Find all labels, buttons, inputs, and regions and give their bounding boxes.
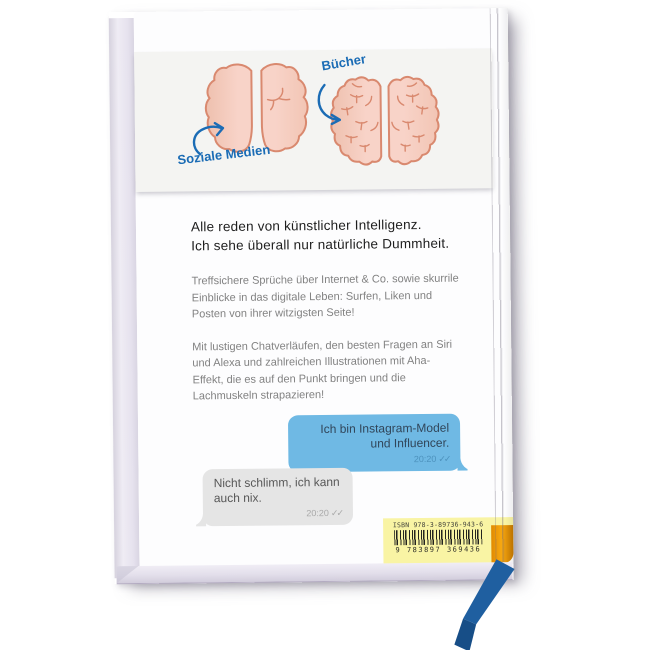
chat-bubble-received-meta [214,506,342,522]
chat-bubble-sent [288,414,461,472]
barcode-number: 9 783897 369436 [395,545,482,555]
chat-bubble-sent-text: Ich bin Instagram-Model und Influencer. [320,420,450,451]
ribbon-bookmark [442,550,523,650]
wrinkled-brain-icon [331,77,439,165]
barcode-icon [394,529,482,545]
blurb [191,271,461,421]
read-receipt-icon: ✓✓ [438,453,450,464]
chat-bubble-received [203,468,354,526]
chat-bubble-sent-meta [299,452,449,468]
blurb-paragraph-1: Treffsichere Sprüche über Internet & Co. sowie skurrile Einblicke in das digitale Leben: Surfen, Liken und Posten von ihrer witzigsten Seite! [191,272,459,321]
barcode-sticker-content [387,520,489,554]
blurb-paragraph-2: Mit lustigen Chatverläufen, den besten Fragen an Siri und Alexa und zahlreichen Illustrationen mit Aha-Effekt, die es auf den Punkt bringen und die Lachmuskeln strapazieren! [192,338,453,403]
belly-band [134,48,493,192]
headline-line1: Alle reden von künstlicher Intelligenz. [190,216,422,235]
brains-illustration [134,48,493,192]
isbn-text: ISBN 978-3-89736-943-6 [392,520,484,530]
timestamp: 20:20 [413,453,437,465]
smooth-brain-icon [205,64,308,152]
book-back-cover [109,8,514,584]
timestamp: 20:20 [306,507,329,519]
chat-bubble-received-text: Nicht schlimm, ich kann auch nix. [213,474,340,505]
headline [191,215,449,256]
cover-surface [134,8,514,568]
read-receipt-icon: ✓✓ [330,507,343,518]
social-media-label: Soziale Medien [176,141,271,168]
headline-line2: Ich sehe überall nur natürliche Dummheit. [191,235,450,254]
books-label: Bücher [320,51,367,74]
